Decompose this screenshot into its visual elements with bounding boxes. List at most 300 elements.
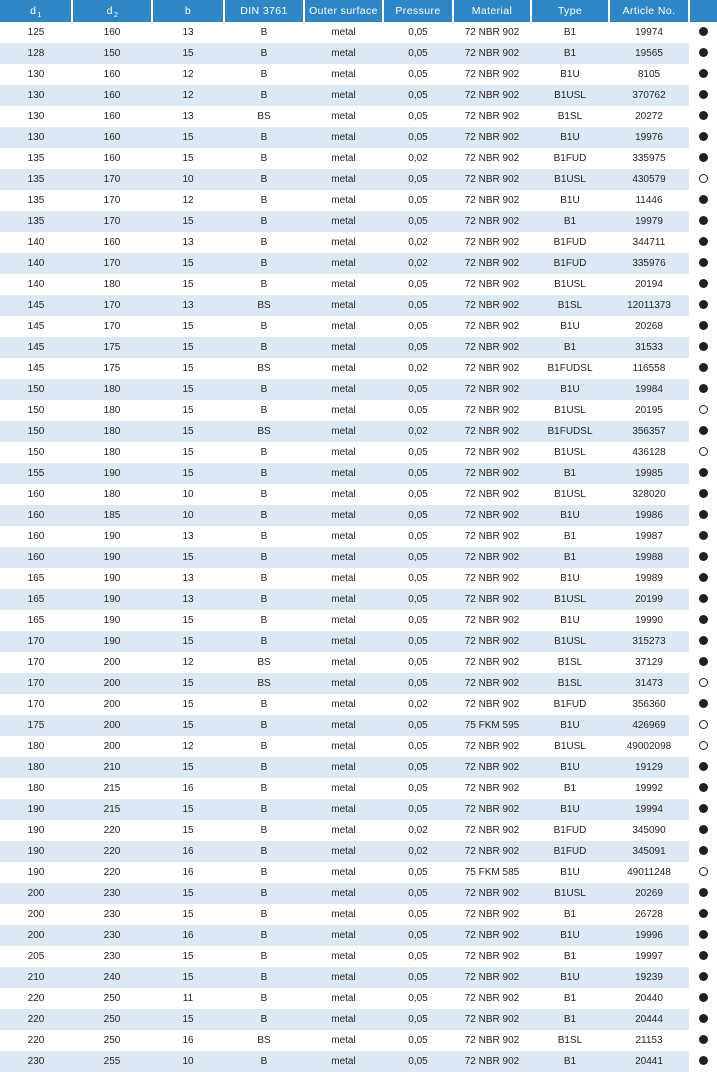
cell-availability bbox=[689, 148, 717, 169]
cell-d2: 250 bbox=[72, 1030, 152, 1051]
cell-b: 15 bbox=[152, 421, 224, 442]
cell-d1: 140 bbox=[0, 274, 72, 295]
availability-filled-dot-icon bbox=[699, 636, 708, 645]
cell-din-3761: B bbox=[224, 841, 304, 862]
cell-b: 15 bbox=[152, 463, 224, 484]
cell-din-3761: BS bbox=[224, 673, 304, 694]
cell-availability bbox=[689, 673, 717, 694]
cell-article-no: 19997 bbox=[609, 946, 689, 967]
cell-din-3761: B bbox=[224, 589, 304, 610]
table-row bbox=[0, 568, 717, 589]
cell-availability bbox=[689, 442, 717, 463]
table-row bbox=[0, 106, 717, 127]
cell-d2: 190 bbox=[72, 463, 152, 484]
cell-d1: 180 bbox=[0, 778, 72, 799]
cell-type: B1 bbox=[531, 211, 609, 232]
cell-article-no: 11446 bbox=[609, 190, 689, 211]
cell-pressure: 0,05 bbox=[383, 967, 453, 988]
cell-pressure: 0,05 bbox=[383, 757, 453, 778]
cell-d1: 180 bbox=[0, 736, 72, 757]
cell-d1: 180 bbox=[0, 757, 72, 778]
column-header-label: Material bbox=[471, 5, 513, 17]
cell-d2: 190 bbox=[72, 526, 152, 547]
cell-din-3761: B bbox=[224, 1009, 304, 1030]
cell-material: 72 NBR 902 bbox=[453, 946, 531, 967]
cell-d2: 175 bbox=[72, 358, 152, 379]
cell-type: B1U bbox=[531, 568, 609, 589]
cell-material: 72 NBR 902 bbox=[453, 652, 531, 673]
cell-pressure: 0,05 bbox=[383, 484, 453, 505]
cell-outer-surface: metal bbox=[304, 610, 383, 631]
cell-article-no: 20199 bbox=[609, 589, 689, 610]
availability-filled-dot-icon bbox=[699, 993, 708, 1002]
cell-article-no: 19976 bbox=[609, 127, 689, 148]
cell-pressure: 0,05 bbox=[383, 106, 453, 127]
cell-outer-surface: metal bbox=[304, 253, 383, 274]
column-header-outer-surface bbox=[304, 0, 383, 22]
cell-availability bbox=[689, 400, 717, 421]
cell-d1: 130 bbox=[0, 127, 72, 148]
cell-b: 15 bbox=[152, 379, 224, 400]
cell-type: B1 bbox=[531, 526, 609, 547]
cell-din-3761: B bbox=[224, 883, 304, 904]
cell-din-3761: B bbox=[224, 64, 304, 85]
cell-outer-surface: metal bbox=[304, 22, 383, 43]
column-header-d2 bbox=[72, 0, 152, 22]
cell-availability bbox=[689, 820, 717, 841]
cell-d2: 160 bbox=[72, 148, 152, 169]
cell-availability bbox=[689, 925, 717, 946]
column-header-d1 bbox=[0, 0, 72, 22]
cell-din-3761: BS bbox=[224, 1030, 304, 1051]
cell-outer-surface: metal bbox=[304, 337, 383, 358]
cell-din-3761: B bbox=[224, 148, 304, 169]
cell-availability bbox=[689, 883, 717, 904]
table-row bbox=[0, 610, 717, 631]
cell-din-3761: B bbox=[224, 736, 304, 757]
cell-availability bbox=[689, 232, 717, 253]
cell-pressure: 0,05 bbox=[383, 862, 453, 883]
cell-article-no: 20195 bbox=[609, 400, 689, 421]
cell-b: 16 bbox=[152, 925, 224, 946]
cell-d2: 190 bbox=[72, 568, 152, 589]
cell-outer-surface: metal bbox=[304, 631, 383, 652]
availability-filled-dot-icon bbox=[699, 195, 708, 204]
cell-b: 16 bbox=[152, 778, 224, 799]
cell-availability bbox=[689, 547, 717, 568]
cell-d2: 240 bbox=[72, 967, 152, 988]
cell-type: B1U bbox=[531, 799, 609, 820]
cell-din-3761: B bbox=[224, 274, 304, 295]
cell-b: 15 bbox=[152, 1009, 224, 1030]
cell-d2: 160 bbox=[72, 85, 152, 106]
cell-article-no: 26728 bbox=[609, 904, 689, 925]
cell-d2: 160 bbox=[72, 232, 152, 253]
cell-material: 72 NBR 902 bbox=[453, 484, 531, 505]
cell-pressure: 0,05 bbox=[383, 631, 453, 652]
cell-outer-surface: metal bbox=[304, 1009, 383, 1030]
cell-d1: 165 bbox=[0, 610, 72, 631]
column-header-label: Pressure bbox=[395, 5, 441, 17]
cell-pressure: 0,05 bbox=[383, 400, 453, 421]
cell-pressure: 0,05 bbox=[383, 526, 453, 547]
table-row bbox=[0, 64, 717, 85]
table-row bbox=[0, 589, 717, 610]
cell-article-no: 19987 bbox=[609, 526, 689, 547]
cell-article-no: 426969 bbox=[609, 715, 689, 736]
table-row bbox=[0, 421, 717, 442]
cell-b: 15 bbox=[152, 358, 224, 379]
cell-din-3761: B bbox=[224, 484, 304, 505]
cell-d1: 200 bbox=[0, 925, 72, 946]
cell-type: B1 bbox=[531, 463, 609, 484]
availability-filled-dot-icon bbox=[699, 279, 708, 288]
cell-b: 10 bbox=[152, 505, 224, 526]
cell-material: 72 NBR 902 bbox=[453, 190, 531, 211]
cell-availability bbox=[689, 715, 717, 736]
cell-type: B1FUD bbox=[531, 253, 609, 274]
cell-availability bbox=[689, 190, 717, 211]
cell-material: 72 NBR 902 bbox=[453, 631, 531, 652]
cell-b: 15 bbox=[152, 757, 224, 778]
cell-article-no: 356357 bbox=[609, 421, 689, 442]
cell-din-3761: B bbox=[224, 631, 304, 652]
cell-outer-surface: metal bbox=[304, 1030, 383, 1051]
cell-outer-surface: metal bbox=[304, 988, 383, 1009]
table-row bbox=[0, 43, 717, 64]
cell-din-3761: B bbox=[224, 799, 304, 820]
cell-d2: 180 bbox=[72, 379, 152, 400]
cell-pressure: 0,05 bbox=[383, 295, 453, 316]
availability-filled-dot-icon bbox=[699, 804, 708, 813]
cell-article-no: 19565 bbox=[609, 43, 689, 64]
cell-outer-surface: metal bbox=[304, 778, 383, 799]
availability-filled-dot-icon bbox=[699, 594, 708, 603]
cell-pressure: 0,02 bbox=[383, 820, 453, 841]
cell-outer-surface: metal bbox=[304, 64, 383, 85]
table-row bbox=[0, 862, 717, 883]
cell-outer-surface: metal bbox=[304, 148, 383, 169]
cell-article-no: 20269 bbox=[609, 883, 689, 904]
availability-filled-dot-icon bbox=[699, 258, 708, 267]
table-row bbox=[0, 631, 717, 652]
cell-type: B1 bbox=[531, 988, 609, 1009]
cell-d2: 215 bbox=[72, 778, 152, 799]
cell-availability bbox=[689, 43, 717, 64]
table-row bbox=[0, 1009, 717, 1030]
cell-pressure: 0,05 bbox=[383, 589, 453, 610]
cell-outer-surface: metal bbox=[304, 736, 383, 757]
cell-din-3761: B bbox=[224, 694, 304, 715]
cell-d1: 200 bbox=[0, 883, 72, 904]
table-header-row bbox=[0, 0, 717, 22]
cell-article-no: 19985 bbox=[609, 463, 689, 484]
cell-din-3761: BS bbox=[224, 295, 304, 316]
cell-outer-surface: metal bbox=[304, 295, 383, 316]
availability-filled-dot-icon bbox=[699, 1014, 708, 1023]
column-header-label: b bbox=[184, 5, 192, 17]
cell-article-no: 116558 bbox=[609, 358, 689, 379]
availability-filled-dot-icon bbox=[699, 468, 708, 477]
cell-pressure: 0,02 bbox=[383, 148, 453, 169]
cell-article-no: 19979 bbox=[609, 211, 689, 232]
cell-material: 72 NBR 902 bbox=[453, 736, 531, 757]
cell-b: 15 bbox=[152, 820, 224, 841]
cell-outer-surface: metal bbox=[304, 463, 383, 484]
cell-b: 16 bbox=[152, 1030, 224, 1051]
cell-b: 15 bbox=[152, 883, 224, 904]
cell-material: 72 NBR 902 bbox=[453, 1009, 531, 1030]
cell-material: 72 NBR 902 bbox=[453, 673, 531, 694]
cell-d2: 210 bbox=[72, 757, 152, 778]
availability-filled-dot-icon bbox=[699, 237, 708, 246]
table-row bbox=[0, 232, 717, 253]
cell-availability bbox=[689, 988, 717, 1009]
cell-availability bbox=[689, 946, 717, 967]
cell-b: 13 bbox=[152, 568, 224, 589]
cell-pressure: 0,05 bbox=[383, 190, 453, 211]
cell-material: 72 NBR 902 bbox=[453, 988, 531, 1009]
cell-b: 15 bbox=[152, 946, 224, 967]
availability-open-dot-icon bbox=[699, 867, 708, 876]
table-row bbox=[0, 358, 717, 379]
cell-outer-surface: metal bbox=[304, 589, 383, 610]
cell-d1: 230 bbox=[0, 1051, 72, 1072]
availability-open-dot-icon bbox=[699, 447, 708, 456]
cell-din-3761: B bbox=[224, 988, 304, 1009]
cell-pressure: 0,05 bbox=[383, 463, 453, 484]
cell-d2: 230 bbox=[72, 925, 152, 946]
column-header-subscript: 1 bbox=[37, 10, 42, 19]
cell-din-3761: B bbox=[224, 22, 304, 43]
cell-pressure: 0,05 bbox=[383, 337, 453, 358]
cell-pressure: 0,05 bbox=[383, 127, 453, 148]
cell-b: 15 bbox=[152, 715, 224, 736]
cell-article-no: 19996 bbox=[609, 925, 689, 946]
cell-material: 72 NBR 902 bbox=[453, 547, 531, 568]
cell-outer-surface: metal bbox=[304, 505, 383, 526]
cell-availability bbox=[689, 694, 717, 715]
cell-d2: 180 bbox=[72, 400, 152, 421]
cell-din-3761: B bbox=[224, 316, 304, 337]
cell-type: B1U bbox=[531, 190, 609, 211]
cell-article-no: 20268 bbox=[609, 316, 689, 337]
cell-b: 13 bbox=[152, 295, 224, 316]
cell-article-no: 21153 bbox=[609, 1030, 689, 1051]
cell-outer-surface: metal bbox=[304, 106, 383, 127]
cell-type: B1USL bbox=[531, 169, 609, 190]
cell-article-no: 31533 bbox=[609, 337, 689, 358]
cell-din-3761: B bbox=[224, 568, 304, 589]
cell-pressure: 0,05 bbox=[383, 778, 453, 799]
cell-type: B1U bbox=[531, 862, 609, 883]
column-header-label: DIN 3761 bbox=[240, 5, 288, 17]
cell-article-no: 335976 bbox=[609, 253, 689, 274]
cell-type: B1FUDSL bbox=[531, 421, 609, 442]
cell-availability bbox=[689, 736, 717, 757]
cell-availability bbox=[689, 1009, 717, 1030]
cell-material: 72 NBR 902 bbox=[453, 610, 531, 631]
column-header-subscript: 2 bbox=[113, 10, 119, 19]
cell-material: 72 NBR 902 bbox=[453, 841, 531, 862]
cell-outer-surface: metal bbox=[304, 85, 383, 106]
cell-din-3761: BS bbox=[224, 106, 304, 127]
table-row bbox=[0, 127, 717, 148]
cell-pressure: 0,05 bbox=[383, 652, 453, 673]
cell-din-3761: B bbox=[224, 232, 304, 253]
cell-article-no: 335975 bbox=[609, 148, 689, 169]
cell-din-3761: B bbox=[224, 715, 304, 736]
cell-type: B1U bbox=[531, 715, 609, 736]
cell-pressure: 0,02 bbox=[383, 358, 453, 379]
cell-article-no: 20194 bbox=[609, 274, 689, 295]
availability-filled-dot-icon bbox=[699, 153, 708, 162]
availability-filled-dot-icon bbox=[699, 342, 708, 351]
cell-pressure: 0,02 bbox=[383, 232, 453, 253]
cell-din-3761: B bbox=[224, 778, 304, 799]
cell-b: 12 bbox=[152, 85, 224, 106]
cell-type: B1 bbox=[531, 904, 609, 925]
cell-type: B1U bbox=[531, 610, 609, 631]
cell-pressure: 0,05 bbox=[383, 925, 453, 946]
cell-d1: 170 bbox=[0, 694, 72, 715]
cell-d2: 220 bbox=[72, 820, 152, 841]
cell-material: 72 NBR 902 bbox=[453, 778, 531, 799]
cell-availability bbox=[689, 799, 717, 820]
cell-type: B1 bbox=[531, 946, 609, 967]
cell-material: 75 FKM 595 bbox=[453, 715, 531, 736]
cell-availability bbox=[689, 295, 717, 316]
cell-b: 15 bbox=[152, 400, 224, 421]
column-header-indicator bbox=[689, 0, 717, 22]
cell-d1: 175 bbox=[0, 715, 72, 736]
cell-b: 16 bbox=[152, 862, 224, 883]
cell-article-no: 19988 bbox=[609, 547, 689, 568]
cell-outer-surface: metal bbox=[304, 547, 383, 568]
cell-availability bbox=[689, 169, 717, 190]
cell-material: 72 NBR 902 bbox=[453, 295, 531, 316]
cell-b: 15 bbox=[152, 337, 224, 358]
cell-d2: 220 bbox=[72, 841, 152, 862]
table-row bbox=[0, 1030, 717, 1051]
cell-type: B1FUD bbox=[531, 148, 609, 169]
cell-d2: 170 bbox=[72, 253, 152, 274]
table-row bbox=[0, 736, 717, 757]
table-row bbox=[0, 694, 717, 715]
cell-pressure: 0,05 bbox=[383, 43, 453, 64]
cell-d2: 230 bbox=[72, 883, 152, 904]
cell-pressure: 0,02 bbox=[383, 694, 453, 715]
availability-open-dot-icon bbox=[699, 405, 708, 414]
cell-d2: 230 bbox=[72, 946, 152, 967]
cell-article-no: 345091 bbox=[609, 841, 689, 862]
cell-din-3761: B bbox=[224, 610, 304, 631]
column-header-b bbox=[152, 0, 224, 22]
cell-material: 72 NBR 902 bbox=[453, 526, 531, 547]
cell-article-no: 19239 bbox=[609, 967, 689, 988]
cell-outer-surface: metal bbox=[304, 232, 383, 253]
cell-d1: 165 bbox=[0, 568, 72, 589]
cell-din-3761: B bbox=[224, 43, 304, 64]
cell-din-3761: B bbox=[224, 85, 304, 106]
cell-article-no: 20440 bbox=[609, 988, 689, 1009]
cell-pressure: 0,05 bbox=[383, 715, 453, 736]
availability-open-dot-icon bbox=[699, 720, 708, 729]
cell-outer-surface: metal bbox=[304, 211, 383, 232]
table-row bbox=[0, 316, 717, 337]
availability-filled-dot-icon bbox=[699, 930, 708, 939]
table-row bbox=[0, 673, 717, 694]
cell-b: 10 bbox=[152, 484, 224, 505]
cell-d2: 170 bbox=[72, 190, 152, 211]
cell-outer-surface: metal bbox=[304, 274, 383, 295]
cell-pressure: 0,05 bbox=[383, 799, 453, 820]
availability-filled-dot-icon bbox=[699, 888, 708, 897]
cell-din-3761: B bbox=[224, 379, 304, 400]
cell-availability bbox=[689, 106, 717, 127]
availability-filled-dot-icon bbox=[699, 132, 708, 141]
cell-outer-surface: metal bbox=[304, 799, 383, 820]
cell-d1: 145 bbox=[0, 316, 72, 337]
cell-d1: 155 bbox=[0, 463, 72, 484]
cell-material: 72 NBR 902 bbox=[453, 253, 531, 274]
cell-availability bbox=[689, 316, 717, 337]
table-row bbox=[0, 169, 717, 190]
cell-d1: 145 bbox=[0, 358, 72, 379]
cell-din-3761: B bbox=[224, 967, 304, 988]
cell-availability bbox=[689, 484, 717, 505]
cell-outer-surface: metal bbox=[304, 127, 383, 148]
cell-pressure: 0,05 bbox=[383, 505, 453, 526]
cell-outer-surface: metal bbox=[304, 421, 383, 442]
cell-availability bbox=[689, 862, 717, 883]
cell-b: 12 bbox=[152, 190, 224, 211]
cell-type: B1U bbox=[531, 925, 609, 946]
cell-b: 15 bbox=[152, 610, 224, 631]
cell-material: 72 NBR 902 bbox=[453, 43, 531, 64]
cell-d2: 170 bbox=[72, 169, 152, 190]
cell-b: 12 bbox=[152, 736, 224, 757]
cell-availability bbox=[689, 421, 717, 442]
cell-din-3761: B bbox=[224, 190, 304, 211]
cell-b: 15 bbox=[152, 127, 224, 148]
column-header-label: Type bbox=[557, 5, 583, 17]
cell-din-3761: B bbox=[224, 169, 304, 190]
cell-type: B1 bbox=[531, 1051, 609, 1072]
cell-b: 16 bbox=[152, 841, 224, 862]
cell-availability bbox=[689, 253, 717, 274]
table-row bbox=[0, 463, 717, 484]
cell-d2: 180 bbox=[72, 484, 152, 505]
cell-outer-surface: metal bbox=[304, 526, 383, 547]
cell-d2: 200 bbox=[72, 715, 152, 736]
cell-type: B1SL bbox=[531, 652, 609, 673]
availability-filled-dot-icon bbox=[699, 111, 708, 120]
cell-d1: 205 bbox=[0, 946, 72, 967]
cell-din-3761: BS bbox=[224, 421, 304, 442]
availability-filled-dot-icon bbox=[699, 825, 708, 834]
cell-din-3761: B bbox=[224, 505, 304, 526]
cell-b: 15 bbox=[152, 904, 224, 925]
cell-d1: 170 bbox=[0, 673, 72, 694]
cell-d1: 140 bbox=[0, 232, 72, 253]
cell-material: 72 NBR 902 bbox=[453, 316, 531, 337]
cell-availability bbox=[689, 1051, 717, 1072]
cell-b: 15 bbox=[152, 253, 224, 274]
cell-pressure: 0,02 bbox=[383, 841, 453, 862]
cell-b: 15 bbox=[152, 43, 224, 64]
cell-d2: 160 bbox=[72, 106, 152, 127]
